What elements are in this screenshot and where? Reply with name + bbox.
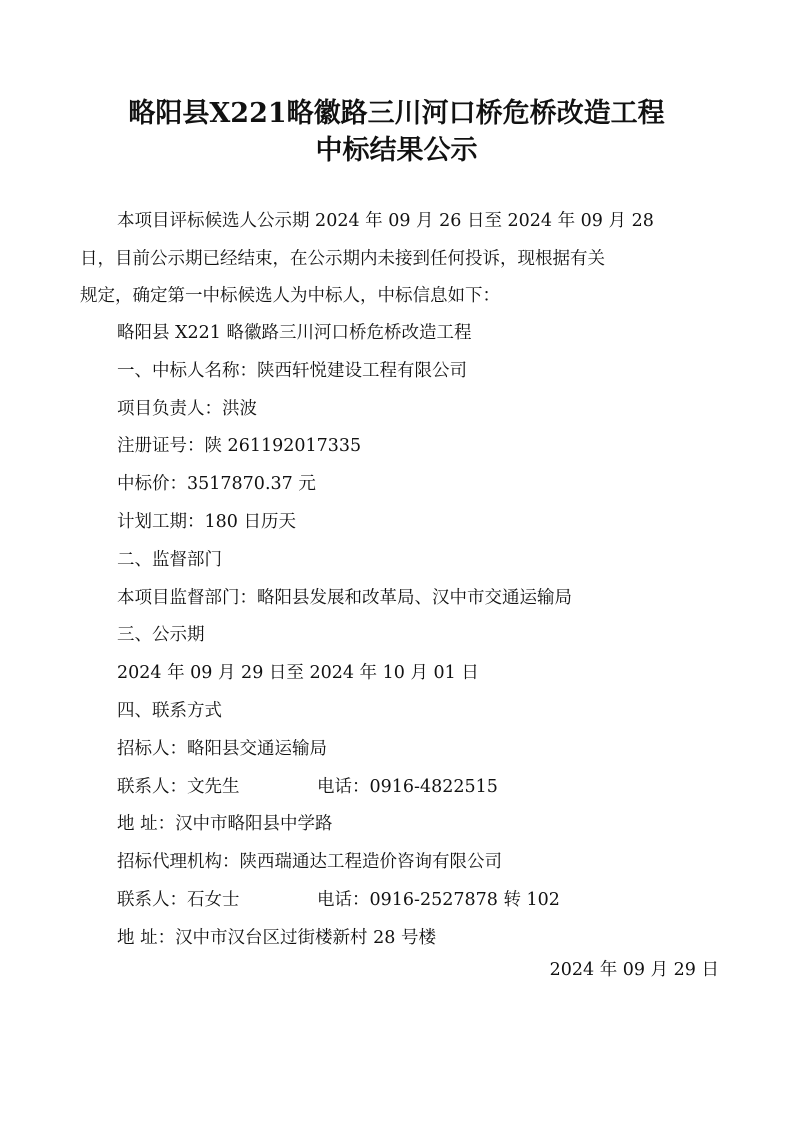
announcement-date: 2024 年 09 月 29 日 bbox=[549, 960, 719, 980]
tender-agency: 招标代理机构：陕西瑞通达工程造价咨询有限公司 bbox=[117, 852, 502, 873]
agency-address: 地 址：汉中市汉台区过街楼新村 28 号楼 bbox=[117, 927, 436, 948]
document-title-line-2: 中标结果公示 bbox=[315, 135, 478, 166]
supervision-departments: 本项目监督部门：略阳县发展和改革局、汉中市交通运输局 bbox=[117, 587, 572, 608]
tenderer-contact-row bbox=[117, 769, 737, 807]
project-manager: 项目负责人：洪波 bbox=[117, 398, 257, 419]
tenderer-phone: 电话：0916-4822515 bbox=[317, 776, 498, 797]
winner-heading: 一、中标人名称：陕西轩悦建设工程有限公司 bbox=[117, 360, 467, 381]
contact-heading: 四、联系方式 bbox=[117, 700, 222, 721]
winning-price: 中标价：3517870.37 元 bbox=[117, 474, 316, 495]
supervision-heading: 二、监督部门 bbox=[117, 549, 222, 570]
agency-phone: 电话：0916-2527878 转 102 bbox=[317, 889, 560, 910]
registration-number: 注册证号：陕 261192017335 bbox=[117, 436, 362, 457]
publicity-heading: 三、公示期 bbox=[117, 625, 205, 646]
tenderer-contact: 联系人：文先生 bbox=[117, 776, 240, 797]
document-title-line-1: 略阳县X221略徽路三川河口桥危桥改造工程 bbox=[128, 98, 665, 129]
announcement-body bbox=[117, 315, 737, 958]
intro-line-3: 规定，确定第一中标候选人为中标人，中标信息如下： bbox=[80, 286, 500, 306]
tenderer-address: 地 址：汉中市略阳县中学路 bbox=[117, 814, 333, 835]
tenderer: 招标人：略阳县交通运输局 bbox=[117, 738, 327, 759]
intro-paragraph bbox=[80, 203, 720, 316]
project-name: 略阳县 X221 略徽路三川河口桥危桥改造工程 bbox=[117, 323, 472, 343]
intro-line-1: 本项目评标候选人公示期 2024 年 09 月 26 日至 2024 年 09 月 28 bbox=[117, 211, 654, 231]
agency-contact-row bbox=[117, 882, 737, 920]
agency-contact: 联系人：石女士 bbox=[117, 889, 240, 910]
publicity-period: 2024 年 09 月 29 日至 2024 年 10 月 01 日 bbox=[117, 663, 479, 684]
planned-duration: 计划工期：180 日历天 bbox=[117, 511, 296, 532]
intro-line-2: 日，目前公示期已经结束，在公示期内未接到任何投诉，现根据有关 bbox=[80, 248, 605, 269]
